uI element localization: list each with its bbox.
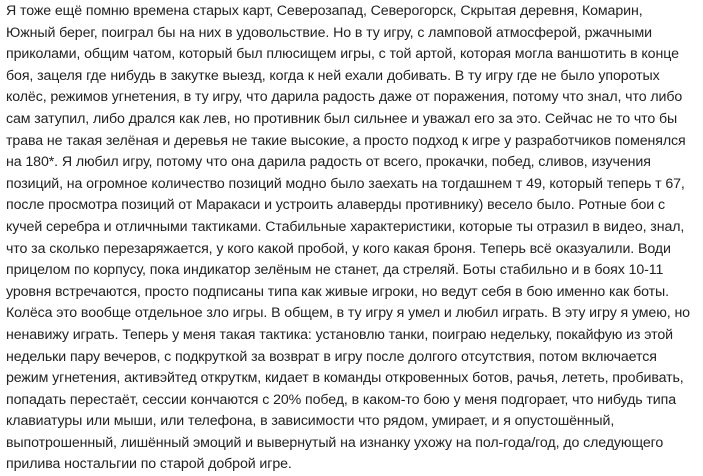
comment-line: недельки пару вечеров, с подкруткой за возврат в игру после долгого отсутствия, потом включается [6,348,657,365]
comment-line: Я тоже ещё помню времена старых карт, Северозапад, Северогорск, Скрытая деревня, Комарин, [6,3,643,19]
comment-line: клавиатуры или мыши, или телефона, в зависимости что рядом, умирает, и я опустошённый, [6,413,615,430]
comment-line: уровня встречаются, просто подписаны типа как живые игроки, но ведут себя в бою именно как боты. [6,283,669,300]
comment-line: что за сколько перезаряжается, у кого какой пробой, у кого какая броня. Теперь всё оказуалили. Води [6,240,671,257]
comment-line: прицелом по корпусу, пока индикатор зелёным не станет, да стреляй. Боты стабильно и в боях 10-11 [6,262,664,279]
comment-line: боя, зацеля где нибудь в закутке выезд, когда к ней ехали добивать. В ту игру где не было упоротых [6,67,660,84]
comment-line: приколами, общим чатом, который был плюсищем игры, с той артой, которая могла ваншотить в конце [6,46,679,63]
comment-line: после просмотра позиций от Маракаси и устроить алаверды противнику) весело было. Ротные бои с [6,197,665,214]
comment-line: сам затупил, либо дрался как лев, но противник был сильнее и уважал его за это. Сейчас не то что бы [6,110,678,127]
comment-line: режим угнетения, активэйтед откруткм, кидает в команды откровенных ботов, рачья, лететь, пробивать, [6,370,684,387]
comment-line: ненавижу играть. Теперь у меня такая тактика: установлю танки, поиграю недельку, покайфую из этой [6,326,673,343]
comment-line: трава не такая зелёная и деревья не такие высокие, а просто подход к игре у разработчиков поменялся [6,132,686,149]
comment-line: Колёса это вообще отдельное зло игры. В общем, в ту игру я умел и любил играть. В эту игру я умею, но [6,305,690,322]
comment-line: кучей серебра и отличными тактиками. Стабильные характеристики, которые ты отразил в видео, знал, [6,218,685,235]
comment-line: Южный берег, поиграл бы на них в удовольствие. Но в ту игру, с ламповой атмосферой, ржачными [6,24,652,41]
comment-line: позиций, на огромное количество позиций модно было заехать на тогдашнем т 49, который теперь т 67, [6,175,685,192]
comment-line: выпотрошенный, лишённый эмоций и вывернутый на изнанку ухожу на пол-года/год, до следующего [6,434,664,451]
comment-line: попадать перестаёт, сессии кончаются с 20% побед, в каком-то бою у меня подгорает, что нибудь типа [6,391,676,408]
comment-line: прилива ностальгии по старой доброй игре. [6,456,292,473]
comment-line: на 180*. Я любил игру, потому что она дарила радость от всего, прокачки, побед, сливов, изучения [6,154,651,171]
comment-line: колёс, режимов угнетения, в ту игру, что дарила радость даже от поражения, потому что знал, что либо [6,89,683,106]
